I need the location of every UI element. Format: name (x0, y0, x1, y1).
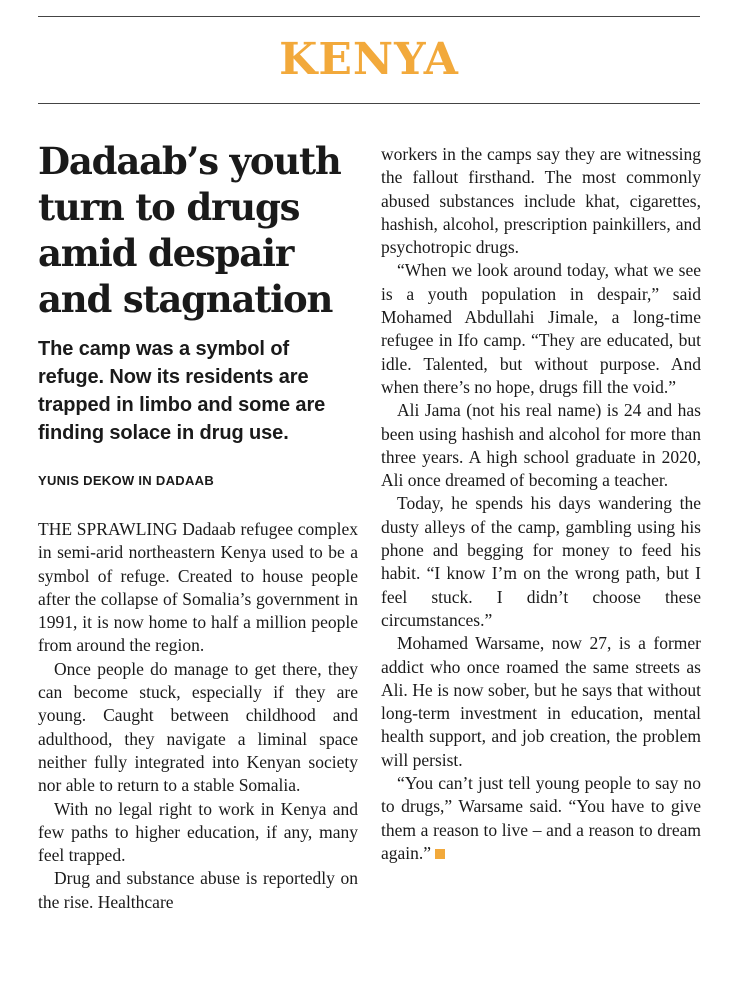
end-of-article-icon (435, 849, 445, 859)
paragraph: “When we look around today, what we see is a youth population in despair,” said Mohamed Abdullahi Jimale, a long-time refugee in Ifo camp. “They are educated, but idle. Talented, but without purpose. And when there’s no hope, drugs fill the void.” (381, 260, 701, 397)
section-rule (38, 103, 700, 104)
paragraph: Today, he spends his days wandering the dusty alleys of the camp, gambling using his phone and begging for money to feed his habit. “I know I’m on the wrong path, but I feel stuck. I didn’t choose these circumstances.” (381, 493, 701, 630)
paragraph: THE SPRAWLING Dadaab refugee complex in semi-arid northeastern Kenya used to be a symbol of refuge. Created to house people after the collapse of Somalia’s government in 1991, it is now home to half a million people from around the region. (38, 519, 358, 656)
paragraph: Mohamed Warsame, now 27, is a former addict who once roamed the same streets as Ali. He is now sober, but he says that without long-term investment in education, mental health support, and job creation, the problem will persist. (381, 633, 701, 770)
paragraph-final (381, 772, 701, 865)
standfirst: The camp was a symbol of refuge. Now its residents are trapped in limbo and some are finding solace in drug use. (38, 338, 326, 444)
section-title: KENYA (279, 34, 459, 85)
paragraph: Ali Jama (not his real name) is 24 and has been using hashish and alcohol for more than three years. A high school graduate in 2020, Ali once dreamed of becoming a teacher. (381, 400, 701, 491)
top-rule (38, 16, 700, 17)
paragraph: Drug and substance abuse is reportedly on the rise. Healthcare (38, 868, 358, 912)
paragraph: With no legal right to work in Kenya and few paths to higher education, if any, many feel trapped. (38, 798, 358, 866)
paragraph: workers in the camps say they are witnessing the fallout firsthand. The most commonly abused substances include khat, cigarettes, hashish, alcohol, prescription painkillers, and psychotropic drugs. (381, 144, 701, 258)
body-column-left (38, 518, 358, 914)
final-paragraph-text: “You can’t just tell young people to say no to drugs,” Warsame said. “You have to give them a reason to live – and a reason to dream again.” (381, 773, 701, 863)
body-column-right (381, 143, 701, 865)
byline: YUNIS DEKOW IN DADAAB (38, 473, 215, 488)
headline: Dadaab’s youth turn to drugs amid despair and stagnation (38, 139, 341, 321)
paragraph: Once people do manage to get there, they can become stuck, especially if they are young. Caught between childhood and adulthood, they navigate a liminal space neither fully integrated into Kenyan society nor able to return to a stable Somalia. (38, 658, 358, 796)
